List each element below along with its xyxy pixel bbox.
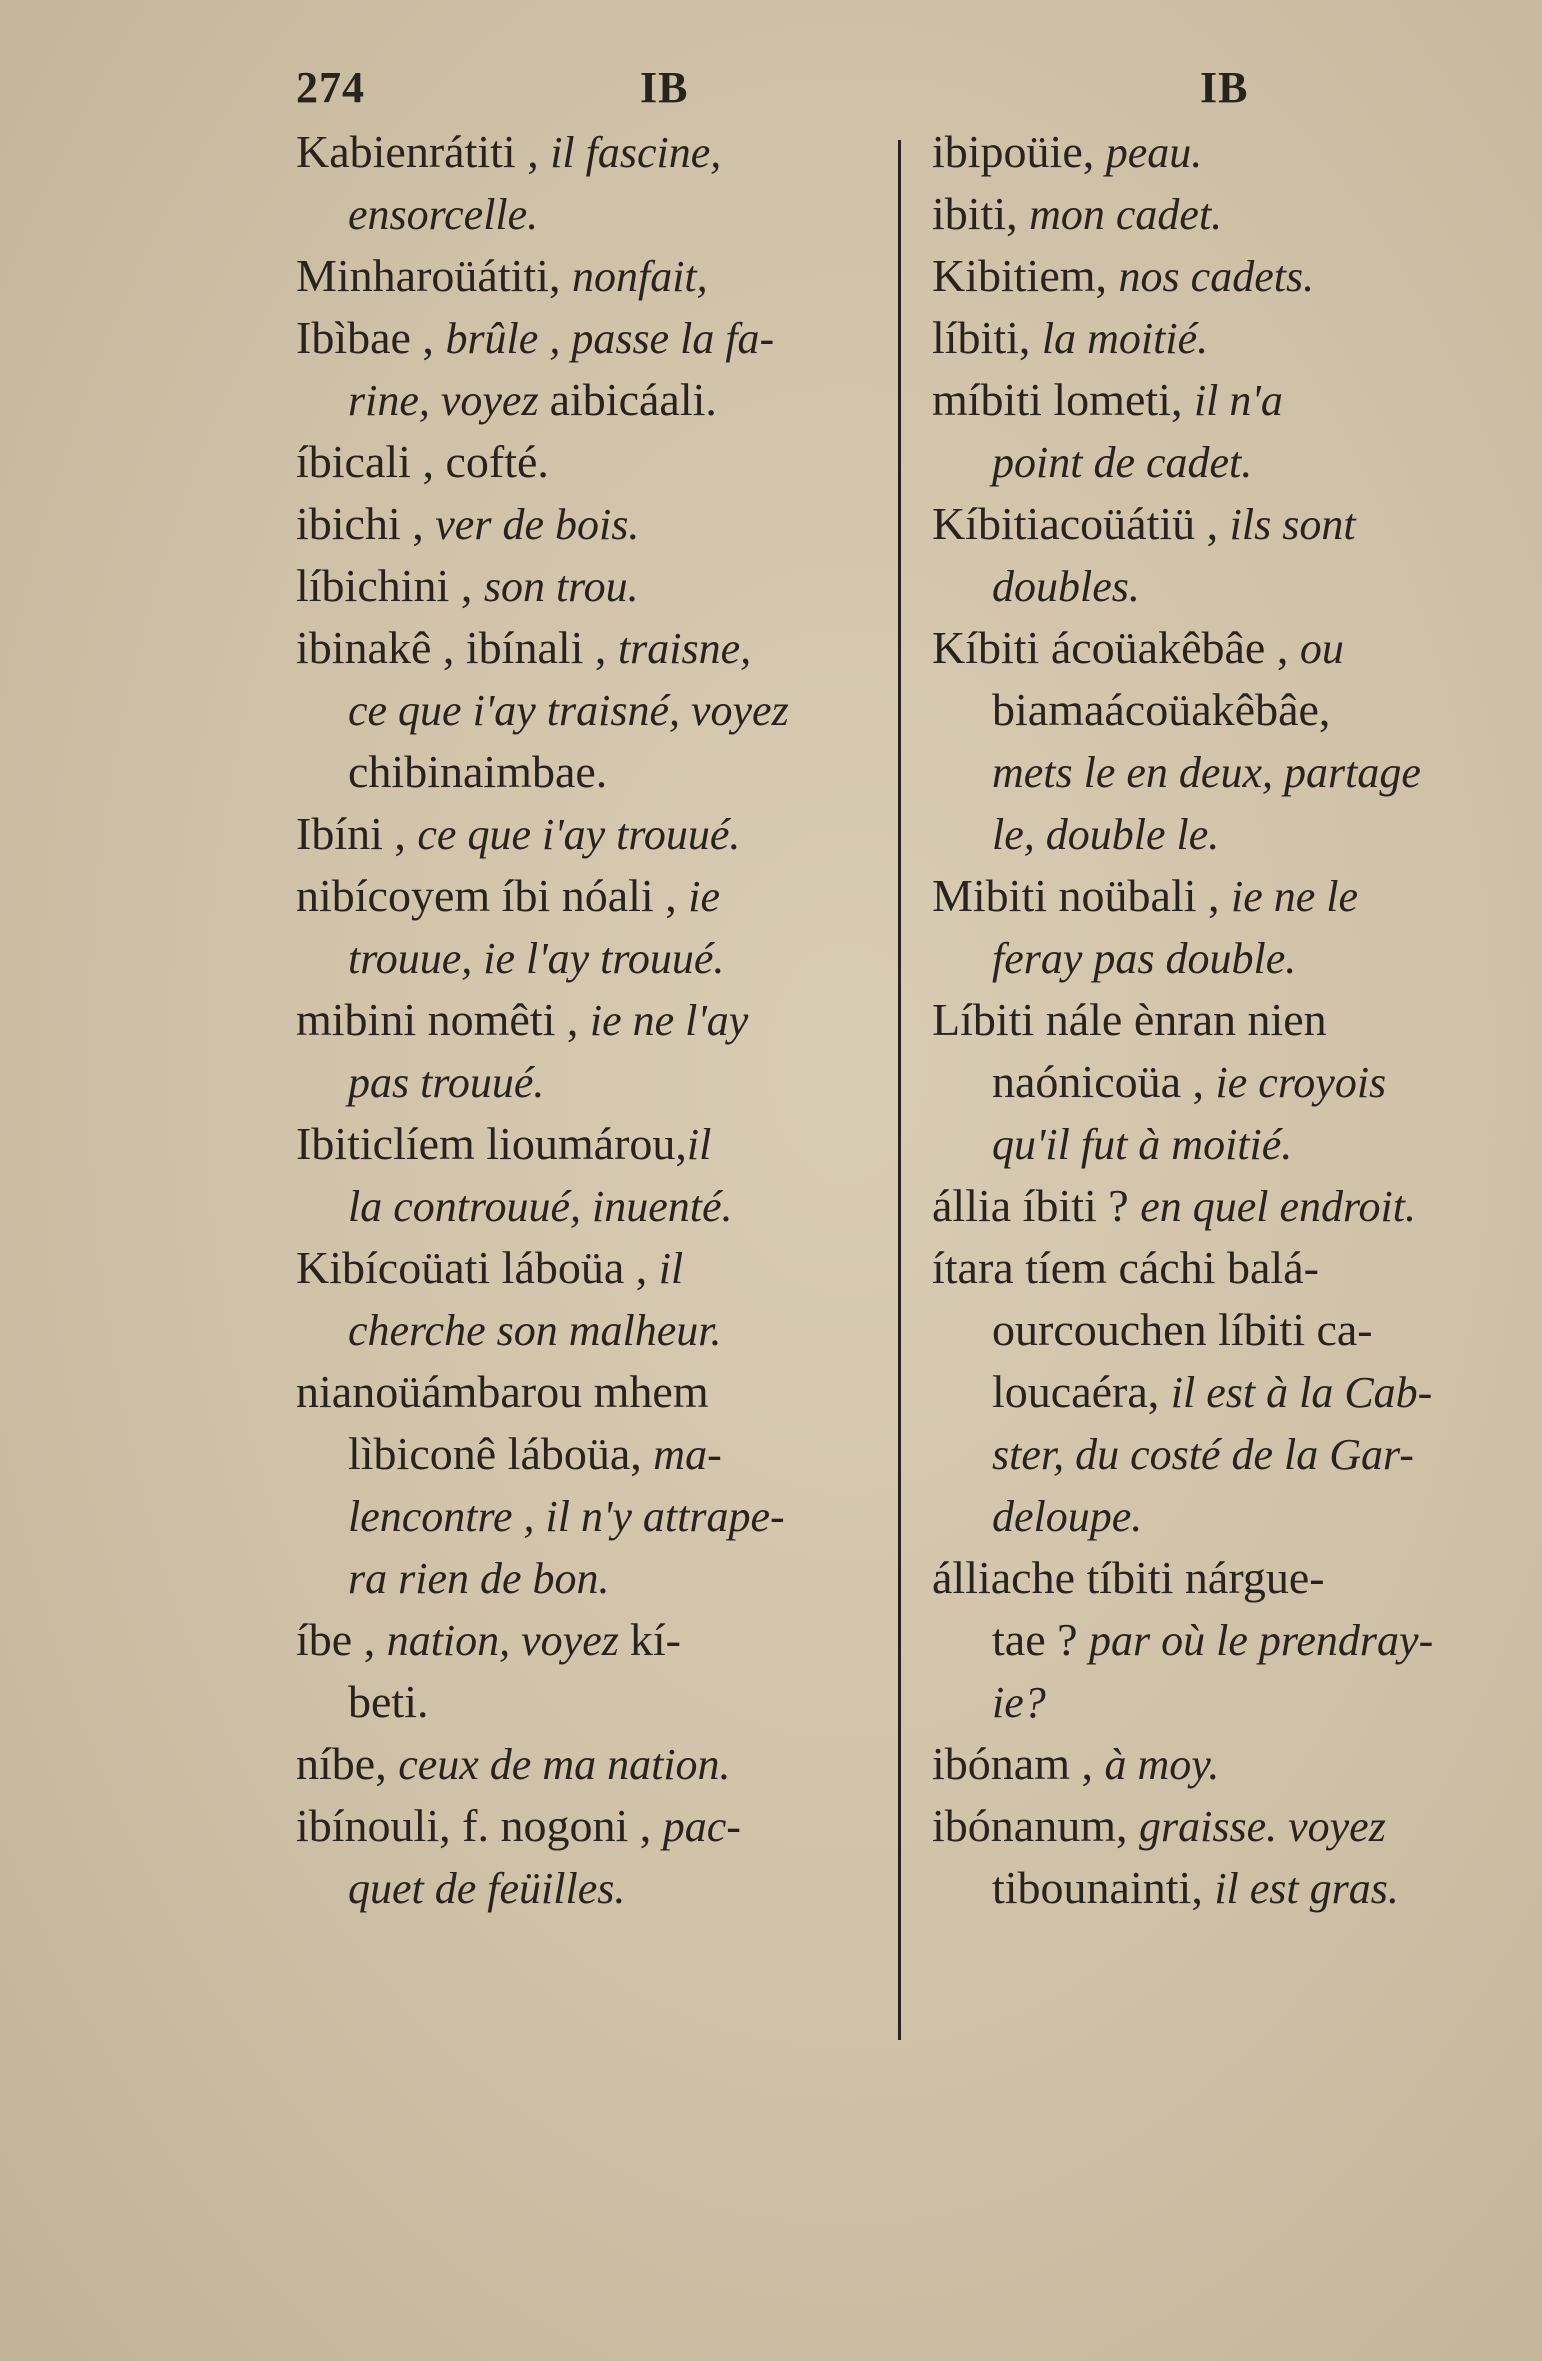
gloss-text: ie ne le (1231, 872, 1359, 921)
entry-line (932, 1174, 1502, 1236)
gloss-text: ie? (992, 1678, 1046, 1727)
headword-text: Líbiti nále ènran nien (932, 994, 1327, 1045)
entry-line (932, 182, 1502, 244)
entry-line (932, 1298, 1502, 1360)
headword-text: ibichi , (296, 498, 436, 549)
headword-text: Minharoüátiti, (296, 250, 572, 301)
entry-line (296, 740, 896, 802)
gloss-text: ce que i'ay traisné, voyez (348, 686, 789, 735)
running-head-right: IB (1200, 63, 1249, 112)
headword-text: chibinaimbae. (348, 746, 608, 797)
entry-line (296, 616, 896, 678)
entry-line (932, 430, 1502, 492)
gloss-text: son trou. (483, 562, 639, 611)
entry-line (932, 1732, 1502, 1794)
entry-line (296, 1608, 896, 1670)
entry-line (932, 368, 1502, 430)
entry-line (932, 1236, 1502, 1298)
entry-line (932, 1856, 1502, 1918)
headword-text: mibini nomêti , (296, 994, 590, 1045)
headword-text: nianoüámbarou mhem (296, 1366, 709, 1417)
gloss-text: il est à la Cab- (1170, 1368, 1433, 1417)
entry-line (296, 864, 896, 926)
entry-line (296, 1856, 896, 1918)
gloss-text: ster, du costé de la Gar- (992, 1430, 1414, 1479)
entry-line (296, 1422, 896, 1484)
entry-line (932, 1546, 1502, 1608)
gloss-text: il (658, 1244, 684, 1293)
headword-text: ibónanum, (932, 1800, 1139, 1851)
gloss-text: ceux de ma nation. (398, 1740, 731, 1789)
entry-line (932, 616, 1502, 678)
headword-text: ourcouchen líbiti ca- (992, 1304, 1373, 1355)
gloss-text: doubles. (992, 562, 1140, 611)
column-divider (898, 140, 901, 2040)
entry-line (932, 554, 1502, 616)
headword-text: ítara tíem cáchi balá- (932, 1242, 1319, 1293)
headword-text: beti. (348, 1676, 429, 1727)
gloss-text: ma- (653, 1430, 722, 1479)
headword-text: Kíbitiacoüátiü , (932, 498, 1230, 549)
entry-line (296, 1050, 896, 1112)
gloss-text: ie (688, 872, 720, 921)
entry-line (296, 988, 896, 1050)
entry-line (932, 306, 1502, 368)
entry-line (932, 1050, 1502, 1112)
headword-text: Kíbiti ácoüakêbâe , (932, 622, 1300, 673)
headword-text: biamaácoüakêbâe, (992, 684, 1331, 735)
left-column (296, 120, 896, 1918)
gloss-text: il (686, 1120, 712, 1169)
gloss-text: brûle , passe la fa- (445, 314, 775, 363)
gloss-text: point de cadet. (992, 438, 1253, 487)
headword-text: líbichini , (296, 560, 484, 611)
headword-text: Ibíni , (296, 808, 418, 859)
page-number: 274 (296, 63, 365, 112)
gloss-text: mets le en deux, partage (992, 748, 1421, 797)
headword-text: ibónam , (932, 1738, 1105, 1789)
entry-line (932, 1360, 1502, 1422)
entry-line (296, 1484, 896, 1546)
entry-line (932, 244, 1502, 306)
entry-line (296, 1236, 896, 1298)
gloss-text: il est gras. (1214, 1864, 1399, 1913)
entry-line (932, 120, 1502, 182)
gloss-text: ie ne l'ay (589, 996, 749, 1045)
headword-text: állia íbiti ? (932, 1180, 1141, 1231)
gloss-text: lencontre , il n'y attrape- (348, 1492, 785, 1541)
entry-line (296, 926, 896, 988)
headword-text: ibipoüie, (932, 126, 1106, 177)
headword-text: íbicali , cofté. (296, 436, 549, 487)
gloss-text: ou (1299, 624, 1344, 673)
gloss-text: il n'a (1193, 376, 1283, 425)
headword-text: Kabienrátiti , (296, 126, 551, 177)
entry-line (296, 1298, 896, 1360)
entry-line (932, 802, 1502, 864)
entry-line (296, 182, 896, 244)
entry-line (932, 864, 1502, 926)
gloss-text: le, double le. (992, 810, 1220, 859)
gloss-text: pas trouué. (348, 1058, 545, 1107)
entry-line (296, 554, 896, 616)
entry-line (932, 926, 1502, 988)
gloss-text: rine, voyez (348, 376, 550, 425)
gloss-text: la moitié. (1041, 314, 1209, 363)
gloss-text: graisse. voyez (1138, 1802, 1386, 1851)
gloss-text: à moy. (1104, 1740, 1220, 1789)
running-head-left: IB (640, 63, 689, 112)
entry-line (296, 1360, 896, 1422)
gloss-text: nonfait, (571, 252, 708, 301)
gloss-text: ie croyois (1215, 1058, 1387, 1107)
gloss-text: traisne, (617, 624, 752, 673)
headword-text: kí- (629, 1614, 681, 1665)
gloss-text: quet de feüilles. (348, 1864, 626, 1913)
headword-text: ibinakê , ibínali , (296, 622, 618, 673)
headword-text: tibounainti, (992, 1862, 1215, 1913)
gloss-text: feray pas double. (992, 934, 1297, 983)
entry-line (296, 802, 896, 864)
headword-text: nibícoyem íbi nóali , (296, 870, 689, 921)
gloss-text: trouue, ie l'ay trouué. (348, 934, 725, 983)
gloss-text: il fascine, (550, 128, 722, 177)
entry-line (296, 120, 896, 182)
gloss-text: ra rien de bon. (348, 1554, 610, 1603)
entry-line (932, 1422, 1502, 1484)
entry-line (296, 368, 896, 430)
headword-text: níbe, (296, 1738, 399, 1789)
headword-text: lìbiconê láboüa, (348, 1428, 654, 1479)
entry-line (296, 1670, 896, 1732)
gloss-text: nation, voyez (386, 1616, 630, 1665)
entry-line (932, 1670, 1502, 1732)
headword-text: álliache tíbiti nárgue- (932, 1552, 1325, 1603)
gloss-text: cherche son malheur. (348, 1306, 722, 1355)
entry-line (932, 1794, 1502, 1856)
gloss-text: mon cadet. (1029, 190, 1223, 239)
headword-text: ibiti, (932, 188, 1030, 239)
entry-line (296, 244, 896, 306)
gloss-text: peau. (1105, 128, 1203, 177)
entry-line (296, 1112, 896, 1174)
entry-line (296, 1794, 896, 1856)
entry-line (296, 1546, 896, 1608)
entry-line (296, 492, 896, 554)
gloss-text: la controuué, inuenté. (348, 1182, 733, 1231)
entry-line (932, 1112, 1502, 1174)
gloss-text: ils sont (1229, 500, 1356, 549)
entry-line (932, 1608, 1502, 1670)
entry-line (296, 1732, 896, 1794)
headword-text: Ibiticlíem lioumárou, (296, 1118, 687, 1169)
gloss-text: deloupe. (992, 1492, 1143, 1541)
entry-line (296, 1174, 896, 1236)
headword-text: Kibícoüati láboüa , (296, 1242, 659, 1293)
entry-line (932, 740, 1502, 802)
headword-text: aibicáali. (549, 374, 717, 425)
entry-line (296, 306, 896, 368)
entry-line (932, 678, 1502, 740)
headword-text: íbe , (296, 1614, 387, 1665)
headword-text: Kibitiem, (932, 250, 1119, 301)
headword-text: líbiti, (932, 312, 1042, 363)
headword-text: Ibìbae , (296, 312, 446, 363)
headword-text: tae ? (992, 1614, 1090, 1665)
entry-line (296, 678, 896, 740)
gloss-text: ce que i'ay trouué. (417, 810, 741, 859)
entry-line (296, 430, 896, 492)
gloss-text: qu'il fut à moitié. (992, 1120, 1293, 1169)
right-column (932, 120, 1502, 1918)
gloss-text: par où le prendray- (1089, 1616, 1434, 1665)
gloss-text: nos cadets. (1118, 252, 1315, 301)
gloss-text: ensorcelle. (348, 190, 539, 239)
entry-line (932, 988, 1502, 1050)
entry-line (932, 492, 1502, 554)
headword-text: míbiti lometi, (932, 374, 1194, 425)
headword-text: ibínouli, f. nogoni , (296, 1800, 663, 1851)
headword-text: naónicoüa , (992, 1056, 1216, 1107)
headword-text: loucaéra, (992, 1366, 1171, 1417)
gloss-text: en quel endroit. (1140, 1182, 1416, 1231)
entry-line (932, 1484, 1502, 1546)
headword-text: Mibiti noübali , (932, 870, 1231, 921)
gloss-text: ver de bois. (435, 500, 640, 549)
gloss-text: pac- (662, 1802, 741, 1851)
